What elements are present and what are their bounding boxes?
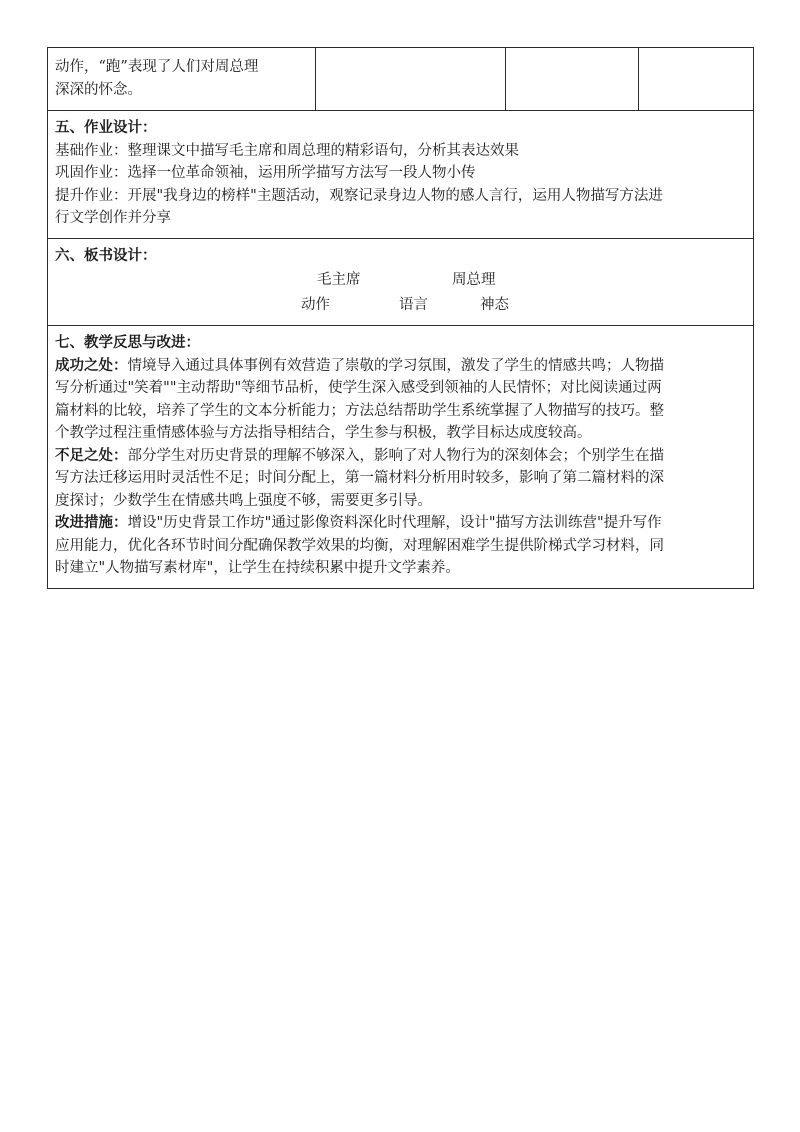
board-section <box>48 238 754 326</box>
success-line-3: 篇材料的比较，培养了学生的文本分析能力；方法总结帮助学生系统掌握了人物描写的技巧。整 <box>55 402 664 419</box>
homework-title: 五、作业设计： <box>55 120 157 136</box>
board-expression: 神态 <box>480 297 509 313</box>
shortcoming-line-2: 写方法迁移运用时灵活性不足；时间分配上，第一篇材料分析用时较多，影响了第二篇材料的深 <box>55 470 664 486</box>
empty-cell-3 <box>506 48 639 111</box>
table-row-analysis-continued <box>48 48 754 111</box>
improve-line-1 <box>55 512 747 535</box>
reflection-section <box>48 326 754 589</box>
lesson-plan-table <box>47 47 754 589</box>
table-row-homework <box>48 111 754 239</box>
analysis-text-cell <box>48 48 316 111</box>
analysis-text-line-2: 深深的怀念。 <box>55 82 142 98</box>
homework-advanced-line-1: 提升作业：开展"我身边的榜样"主题活动，观察记录身边人物的感人言行，运用人物描写方法进 <box>55 187 663 204</box>
success-text-1: 情境导入通过具体事例有效营造了崇敬的学习氛围，激发了学生的情感共鸣；人物描 <box>127 357 664 374</box>
board-layout <box>55 267 747 317</box>
homework-consolidate: 巩固作业：选择一位革命领袖，运用所学描写方法写一段人物小传 <box>55 165 476 181</box>
document-page <box>47 47 753 589</box>
board-mao: 毛主席 <box>317 272 361 288</box>
improve-text-1: 增设"历史背景工作坊"通过影像资料深化时代理解，设计"描写方法训练营"提升写作 <box>127 515 662 531</box>
reflection-title: 七、教学反思与改进： <box>55 335 200 351</box>
empty-cell-4 <box>639 48 754 111</box>
homework-advanced-line-2: 行文学创作并分享 <box>55 210 171 226</box>
homework-section <box>48 111 754 239</box>
board-zhou: 周总理 <box>452 272 496 288</box>
shortcoming-line-3: 度探讨；少数学生在情感共鸣上强度不够，需要更多引导。 <box>55 492 432 509</box>
analysis-text-line-1: 动作，“跑”表现了人们对周总理 <box>55 59 259 75</box>
table-row-board <box>48 238 754 326</box>
homework-basic: 基础作业：整理课文中描写毛主席和周总理的精彩语句，分析其表达效果 <box>55 142 519 159</box>
board-title: 六、板书设计： <box>55 247 157 264</box>
improve-label: 改进措施： <box>55 515 128 531</box>
empty-cell-2 <box>316 48 506 111</box>
shortcoming-line-1 <box>55 445 747 468</box>
success-line-4: 个教学过程注重情感体验与方法指导相结合，学生参与积极，教学目标达成度较高。 <box>55 425 592 441</box>
shortcoming-label: 不足之处： <box>55 447 128 464</box>
table-row-reflection <box>48 326 754 589</box>
improve-line-3: 时建立"人物描写素材库"，让学生在持续积累中提升文学素养。 <box>55 560 460 576</box>
improve-line-2: 应用能力，优化各环节时间分配确保教学效果的均衡，对理解困难学生提供阶梯式学习材料，同 <box>55 537 664 554</box>
shortcoming-text-1: 部分学生对历史背景的理解不够深入，影响了对人物行为的深刻体会；个别学生在描 <box>127 447 664 464</box>
success-line-1 <box>55 355 747 378</box>
success-label: 成功之处： <box>55 357 128 374</box>
board-action: 动作 <box>301 297 330 313</box>
board-language: 语言 <box>399 297 428 313</box>
success-line-2: 写分析通过"笑着""主动帮助"等细节品析，使学生深入感受到领袖的人民情怀；对比阅读通过两 <box>55 380 662 396</box>
